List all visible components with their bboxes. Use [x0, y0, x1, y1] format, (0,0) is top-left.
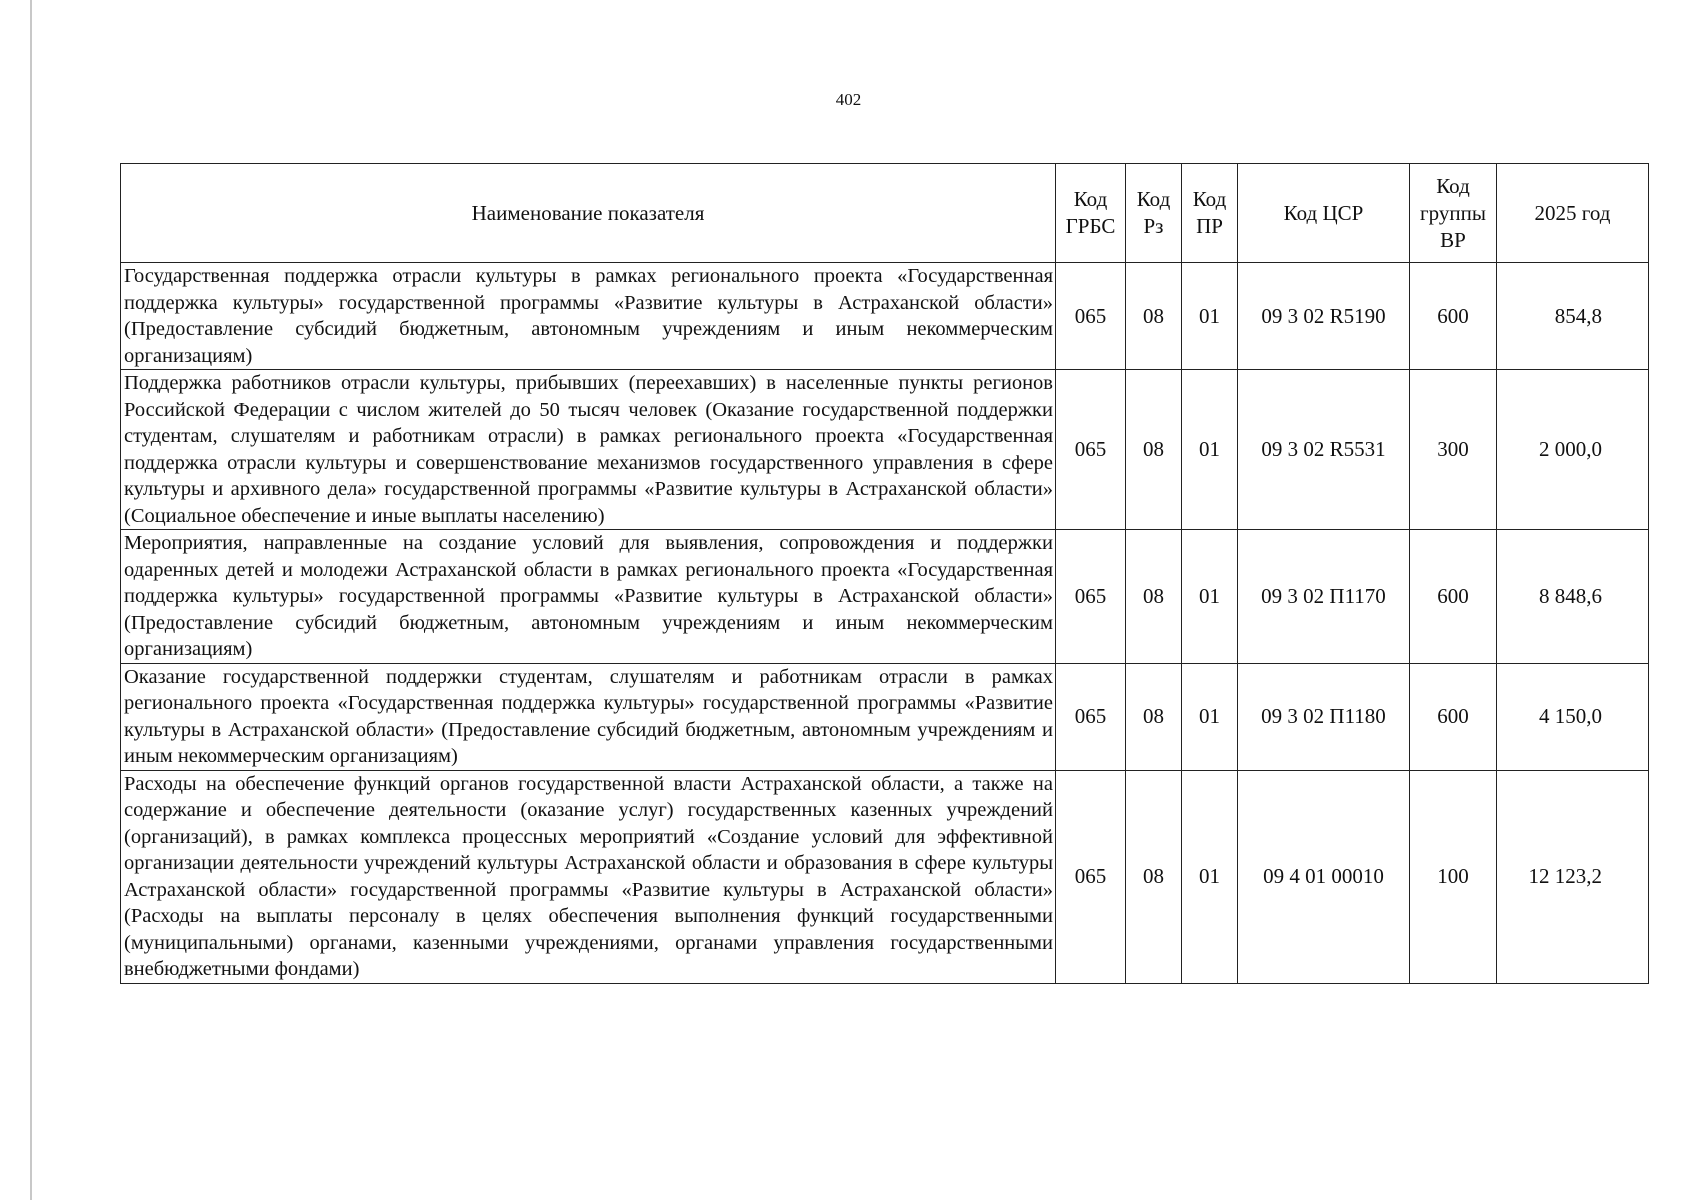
row-rz: 08: [1126, 770, 1182, 983]
header-grbs: Код ГРБС: [1056, 164, 1126, 263]
row-rz: 08: [1126, 263, 1182, 370]
table-row: [121, 263, 1649, 370]
row-grbs: 065: [1056, 263, 1126, 370]
table-row: [121, 770, 1649, 983]
row-csr: 09 4 01 00010: [1238, 770, 1410, 983]
page-number: 402: [835, 90, 862, 109]
row-name: Государственная поддержка отрасли культуры в рамках регионального проекта «Государственная поддержка культуры» государственной программы «Развитие культуры в Астраханской области» (Предоставление субсидий бюджетным, автономным учреждениям и иным некоммерческим организациям): [121, 263, 1056, 370]
row-csr: 09 3 02 П1170: [1238, 530, 1410, 664]
header-vr: Код группы ВР: [1410, 164, 1497, 263]
row-pr: 01: [1182, 663, 1238, 770]
header-name: Наименование показателя: [121, 164, 1056, 263]
row-name: Оказание государственной поддержки студентам, слушателям и работникам отрасли в рамках регионального проекта «Государственная поддержка культуры» государственной программы «Развитие культуры в Астраханской области» (Предоставление субсидий бюджетным, автономным учреждениям и иным некоммерческим организациям): [121, 663, 1056, 770]
budget-table: [120, 163, 1649, 984]
row-vr: 600: [1410, 530, 1497, 664]
row-csr: 09 3 02 R5531: [1238, 370, 1410, 530]
row-pr: 01: [1182, 770, 1238, 983]
table-row: [121, 663, 1649, 770]
header-year: 2025 год: [1497, 164, 1649, 263]
row-grbs: 065: [1056, 770, 1126, 983]
row-grbs: 065: [1056, 370, 1126, 530]
row-vr: 100: [1410, 770, 1497, 983]
header-csr: Код ЦСР: [1238, 164, 1410, 263]
row-amount: 8 848,6: [1497, 530, 1649, 664]
row-rz: 08: [1126, 370, 1182, 530]
row-amount: 12 123,2: [1497, 770, 1649, 983]
row-amount: 854,8: [1497, 263, 1649, 370]
row-rz: 08: [1126, 663, 1182, 770]
table-row: [121, 530, 1649, 664]
table-header-row: [121, 164, 1649, 263]
row-csr: 09 3 02 R5190: [1238, 263, 1410, 370]
row-vr: 300: [1410, 370, 1497, 530]
row-amount: 2 000,0: [1497, 370, 1649, 530]
row-grbs: 065: [1056, 663, 1126, 770]
row-pr: 01: [1182, 530, 1238, 664]
row-vr: 600: [1410, 663, 1497, 770]
row-pr: 01: [1182, 263, 1238, 370]
header-pr: Код ПР: [1182, 164, 1238, 263]
row-vr: 600: [1410, 263, 1497, 370]
table-row: [121, 370, 1649, 530]
row-grbs: 065: [1056, 530, 1126, 664]
row-rz: 08: [1126, 530, 1182, 664]
row-amount: 4 150,0: [1497, 663, 1649, 770]
row-name: Поддержка работников отрасли культуры, прибывших (переехавших) в населенные пункты регионов Российской Федерации с числом жителей до 50 тысяч человек (Оказание государственной поддержки студентам, слушателям и работникам отрасли) в рамках регионального проекта «Государственная поддержка отрасли культуры и совершенствование механизмов государственного управления в сфере культуры и архивного дела» государственной программы «Развитие культуры в Астраханской области» (Социальное обеспечение и иные выплаты населению): [121, 370, 1056, 530]
row-name: Мероприятия, направленные на создание условий для выявления, сопровождения и поддержки одаренных детей и молодежи Астраханской области в рамках регионального проекта «Государственная поддержка культуры» государственной программы «Развитие культуры в Астраханской области» (Предоставление субсидий бюджетным, автономным учреждениям и иным некоммерческим организациям): [121, 530, 1056, 664]
row-csr: 09 3 02 П1180: [1238, 663, 1410, 770]
header-rz: Код Рз: [1126, 164, 1182, 263]
row-name: Расходы на обеспечение функций органов государственной власти Астраханской области, а также на содержание и обеспечение деятельности (оказание услуг) государственных казенных учреждений (организаций), в рамках комплекса процессных мероприятий «Создание условий для эффективной организации деятельности учреждений культуры Астраханской области и образования в сфере культуры Астраханской области» государственной программы «Развитие культуры в Астраханской области» (Расходы на выплаты персоналу в целях обеспечения выполнения функций государственными (муниципальными) органами, казенными учреждениями, органами управления государственными внебюджетными фондами): [121, 770, 1056, 983]
scan-edge-line: [30, 0, 32, 1200]
row-pr: 01: [1182, 370, 1238, 530]
